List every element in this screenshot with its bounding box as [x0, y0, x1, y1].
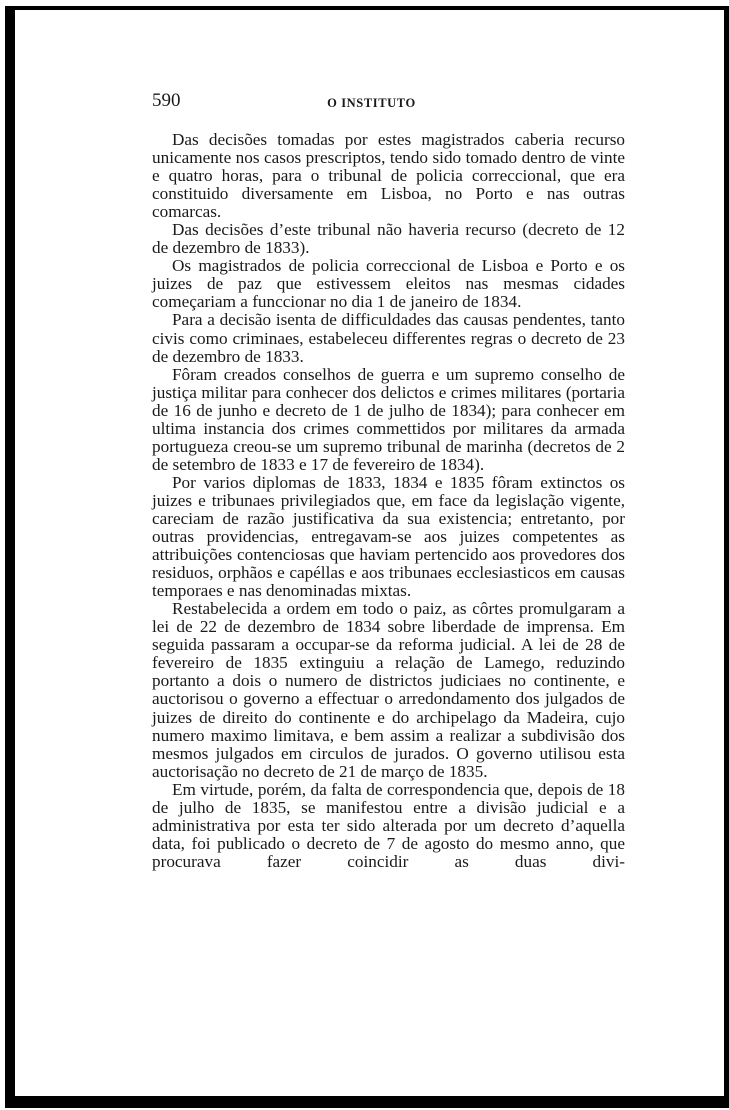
body-text	[152, 131, 625, 871]
paragraph: Das decisões tomadas por estes magistrados caberia recurso unicamente nos casos prescriptos, tendo sido tomado dentro de vinte e quatro horas, para o tribunal de policia correccional, que era constituido diversamente em Lisboa, no Porto e nas outras comarcas.	[152, 130, 625, 222]
page-number: 590	[152, 90, 181, 111]
paragraph: Das decisões d’este tribunal não haveria recurso (decreto de 12 de dezembro de 1833).	[152, 220, 625, 258]
paragraph: Em virtude, porém, da falta de correspondencia que, depois de 18 de julho de 1835, se manifestou entre a divisão judicial e a administrativa por esta ter sido alterada por um decreto d’aquella data, foi publicado o decreto de 7 de agosto do mesmo anno, que procurava fazer coincidir as duas divi-	[152, 779, 625, 871]
paragraph: Restabelecida a ordem em todo o paiz, as côrtes promulgaram a lei de 22 de dezembro de 1834 sobre liberdade de imprensa. Em seguida passaram a occupar-se da reforma judicial. A lei de 28 de fevereiro de 1835 extinguiu a relação de Lamego, reduzindo portanto a dois o numero de districtos judiciaes no continente, e auctorisou o governo a effectuar o arredondamento dos julgados de juizes de direito do continente e do archipelago da Madeira, cujo numero maximo limitava, e bem assim a realizar a subdivisão dos mesmos julgados em circulos de jurados. O governo utilisou esta auctorisação no decreto de 21 de março de 1835.	[152, 599, 625, 781]
paragraph: Por varios diplomas de 1833, 1834 e 1835 fôram extinctos os juizes e tribunaes privilegiados que, em face da legislação vigente, careciam de razão justificativa da sua existencia; entretanto, por outras providencias, entregavam-se aos juizes competentes as attribuições contenciosas que haviam pertencido aos provedores dos residuos, orphãos e capéllas e aos tribunaes ecclesiasticos em causas temporaes e nas denominadas mixtas.	[152, 472, 625, 601]
running-title: O INSTITUTO	[327, 96, 416, 110]
paragraph: Fôram creados conselhos de guerra e um supremo conselho de justiça militar para conhecer dos delictos e crimes militares (portaria de 16 de junho e decreto de 1 de julho de 1834); para conhecer em ultima instancia dos crimes commettidos por militares da armada portugueza creou-se um supremo tribunal de marinha (decretos de 2 de setembro de 1833 e 17 de fevereiro de 1834).	[152, 364, 625, 474]
paragraph: Os magistrados de policia correccional de Lisboa e Porto e os juizes de paz que estivessem eleitos nas mesmas cidades começariam a funccionar no dia 1 de janeiro de 1834.	[152, 256, 625, 312]
paragraph: Para a decisão isenta de difficuldades das causas pendentes, tanto civis como criminaes, estabeleceu differentes regras o decreto de 23 de dezembro de 1833.	[152, 310, 625, 366]
